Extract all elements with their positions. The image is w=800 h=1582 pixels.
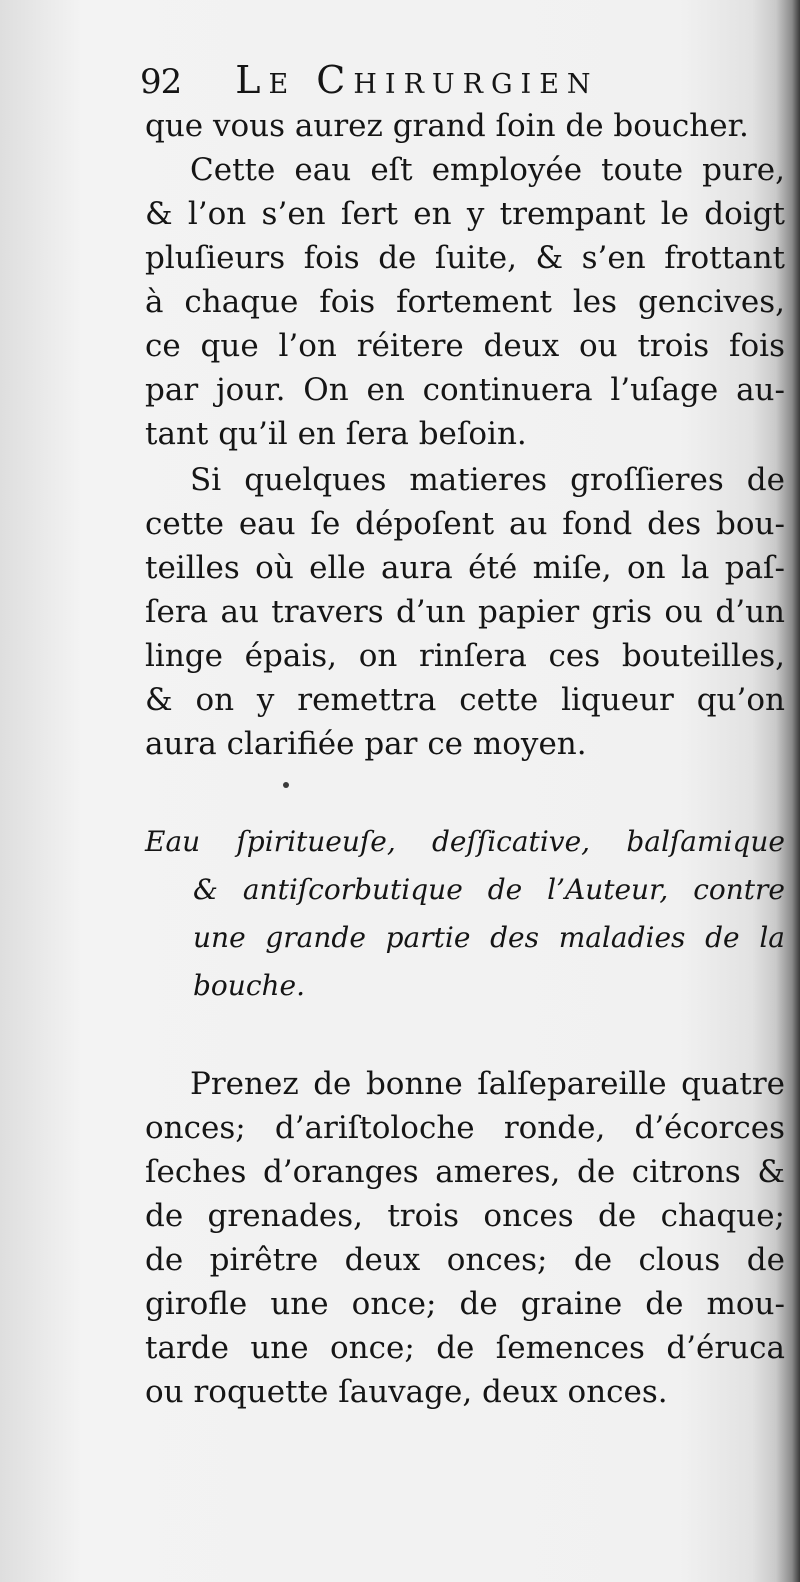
running-title: Le Chirurgien (235, 58, 599, 102)
page-number: 92 (140, 62, 182, 102)
text-line: pluſieurs fois de ſuite, & s’en frottant (145, 240, 785, 276)
page-header (140, 58, 780, 108)
text-line: & l’on s’en ſert en y trempant le doigt (145, 196, 785, 232)
text-line: onces; d’ariſtoloche ronde, d’écorces (145, 1110, 785, 1146)
text-line: cette eau ſe dépoſent au fond des bou- (145, 506, 785, 542)
text-line: tant qu’il en ſera beſoin. (145, 416, 527, 452)
heading-line: & antiſcorbutique de l’Auteur, contre (193, 873, 785, 906)
text-line: ſeches d’oranges ameres, de citrons & (145, 1154, 785, 1190)
text-line: ou roquette ſauvage, deux onces. (145, 1374, 668, 1410)
text-line: Prenez de bonne ſalſepareille quatre (190, 1066, 785, 1102)
text-line: tarde une once; de ſemences d’éruca (145, 1330, 785, 1366)
text-line: aura clarifiée par ce moyen. (145, 726, 587, 762)
text-line: de grenades, trois onces de chaque; (145, 1198, 785, 1234)
text-line: teilles où elle aura été miſe, on la paſ- (145, 550, 785, 586)
text-line: girofle une once; de graine de mou- (145, 1286, 785, 1322)
text-line: & on y remettra cette liqueur qu’on (145, 682, 785, 718)
paragraph-recipe (145, 1062, 785, 1414)
heading-line: une grande partie des maladies de la (193, 921, 785, 954)
text-line: Si quelques matieres groſſieres de (190, 462, 785, 498)
heading-line: bouche. (193, 969, 305, 1002)
paragraph-continuation (145, 104, 785, 148)
heading-line: Eau ſpiritueuſe, deſſicative, balſamique (145, 825, 785, 858)
section-heading (145, 818, 785, 1010)
text-line: que vous aurez grand ſoin de boucher. (145, 108, 749, 144)
text-line: par jour. On en continuera l’uſage au- (145, 372, 785, 408)
paragraph-clarification (145, 458, 785, 766)
text-line: linge épais, on rinſera ces bouteilles, (145, 638, 785, 674)
paragraph-usage (145, 148, 785, 456)
text-line: de pirêtre deux onces; de clous de (145, 1242, 785, 1278)
text-line: à chaque fois fortement les gencives, (145, 284, 785, 320)
ornament-dot (283, 782, 289, 788)
text-line: Cette eau eſt employée toute pure, (190, 152, 785, 188)
text-line: ſera au travers d’un papier gris ou d’un (145, 594, 785, 630)
text-line: ce que l’on réitere deux ou trois fois (145, 328, 785, 364)
